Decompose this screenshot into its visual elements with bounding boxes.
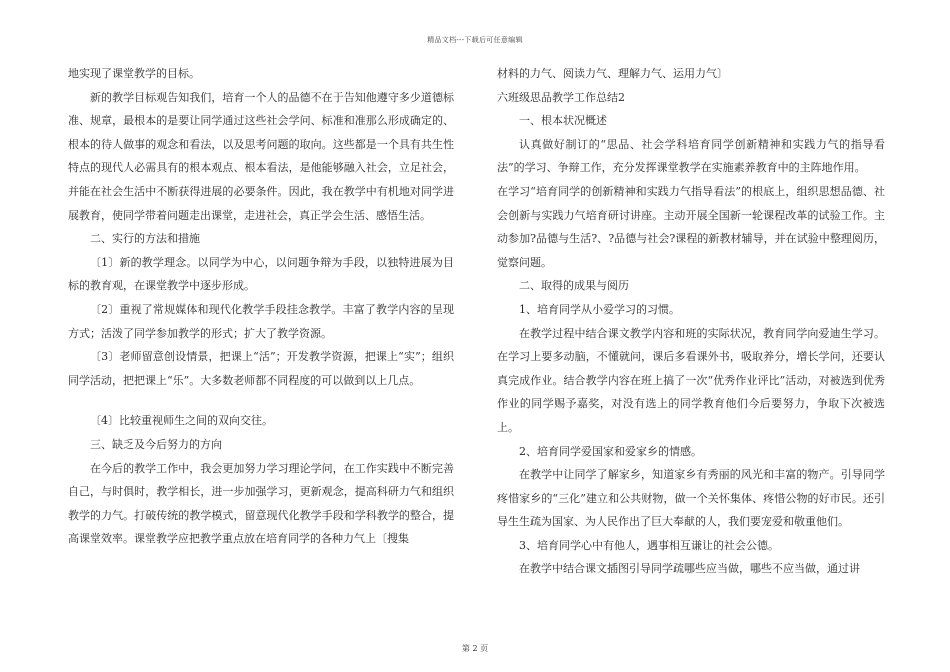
right-column bbox=[497, 62, 885, 581]
paragraph: 六班级思品教学工作总结2 bbox=[497, 90, 625, 104]
left-column bbox=[68, 62, 454, 551]
paragraph: 在今后的教学工作中，我会更加努力学习理论学问，在工作实践中不断完善自己，与时俱时，教学相长，进一步加强学习，更新观念，提高科研力气和组织教学的力气。打破传统的教学模式，留意现代化教学手段和学科教学的整合，提高课堂效率。课堂教学应把教学重点放在培育同学的各种力气上〔搜集 bbox=[68, 461, 454, 546]
page-number: 第 2 页 bbox=[461, 644, 489, 653]
paragraph bbox=[68, 392, 454, 409]
paragraph: 新的教学目标观告知我们，培育一个人的品德不在于告知他遵守多少道德标准、规章，最根本的是要让同学通过这些社会学问、标准和准那么形成确定的、根本的待人做事的观念和看法，以及思考问题的取向。这些都是一个具有共生性特点的现代人必需具有的根本观点、根本看法，是他能够融入社会，立足社会，并能在社会生活中不断获得进展的必要条件。因此，我在教学中有机地对同学进展教育，使同学带着问题走出课堂，走进社会，真正学会生活、感悟生活。 bbox=[68, 90, 454, 222]
paragraph: 在教学中结合课文插图引导同学疏哪些应当做，哪些不应当做，通过讲 bbox=[519, 562, 860, 576]
paragraph: 在教学过程中结合课文教学内容和班的实际状况，教育同学向爱迪生学习。在学习上要多动脑，不懂就问，课后多看课外书，吸取养分，增长学问，还要认真完成作业。结合教学内容在班上搞了一次“优秀作业评比”活动，对被选到优秀作业的同学赐予嘉奖，对没有选上的同学教育他们今后要努力，争取下次被选上。 bbox=[497, 326, 885, 434]
paragraph: 〔4〕比较重视师生之间的双向交往。 bbox=[90, 414, 273, 428]
paragraph: 1、培育同学从小爱学习的习惯。 bbox=[519, 302, 680, 316]
paragraph: 在教学中让同学了解家乡，知道家乡有秀丽的风光和丰富的物产。引导同学疼惜家乡的“三化”建立和公共财物，做一个关怀集体、疼惜公物的好市民。还引导生生疏为国家、为人民作出了巨大奉献的人，我们要宠爱和敬重他们。 bbox=[497, 468, 885, 529]
paragraph: 一、根本状况概述 bbox=[519, 114, 607, 128]
page-header: 精品文档---下载后可任意编辑 bbox=[427, 36, 523, 44]
paragraph: 三、缺乏及今后努力的方向 bbox=[90, 437, 222, 451]
paragraph: 二、实行的方法和措施 bbox=[90, 232, 200, 246]
paragraph: 〔3〕老师留意创设情景，把课上“活”；开发教学资源，把课上“实”；组织同学活动，把把课上“乐”。大多数老师都不同程度的可以做到以上几点。 bbox=[68, 350, 454, 387]
paragraph: 〔2〕重视了常规媒体和现代化教学手段挂念教学。丰富了教学内容的呈现方式；活泼了同学参加教学的形式；扩大了教学资源。 bbox=[68, 302, 454, 340]
paragraph: 地实现了课堂教学的目标。 bbox=[68, 67, 200, 80]
paragraph: 二、取得的成果与阅历 bbox=[519, 279, 629, 293]
paragraph: 材料的力气、阅读力气、理解力气、运用力气〕 bbox=[497, 67, 728, 80]
paragraph: 2、培育同学爱国家和爱家乡的情感。 bbox=[519, 444, 702, 458]
paragraph: 在学习“培育同学的创新精神和实践力气指导看法”的根底上，组织思想品德、社会创新与实践力气培育研讨讲座。主动开展全国新一轮课程改革的试验工作。主动参加?品德与生活?、?品德与社会?课程的新教材辅导，并在试验中整理阅历，觉察问题。 bbox=[497, 184, 885, 269]
paragraph: 3、培育同学心中有他人，遇事相互谦让的社会公德。 bbox=[519, 538, 779, 552]
paragraph: 认真做好制订的“思品、社会学科培育同学创新精神和实践力气的指导看法”的学习、争辩工作，充分发挥课堂教学在实施素养教育中的主阵地作用。 bbox=[497, 137, 885, 175]
paragraph: 〔1〕新的教学理念。以同学为中心，以问题争辩为手段，以独特进展为目标的教育观，在课堂教学中逐步形成。 bbox=[68, 255, 454, 293]
